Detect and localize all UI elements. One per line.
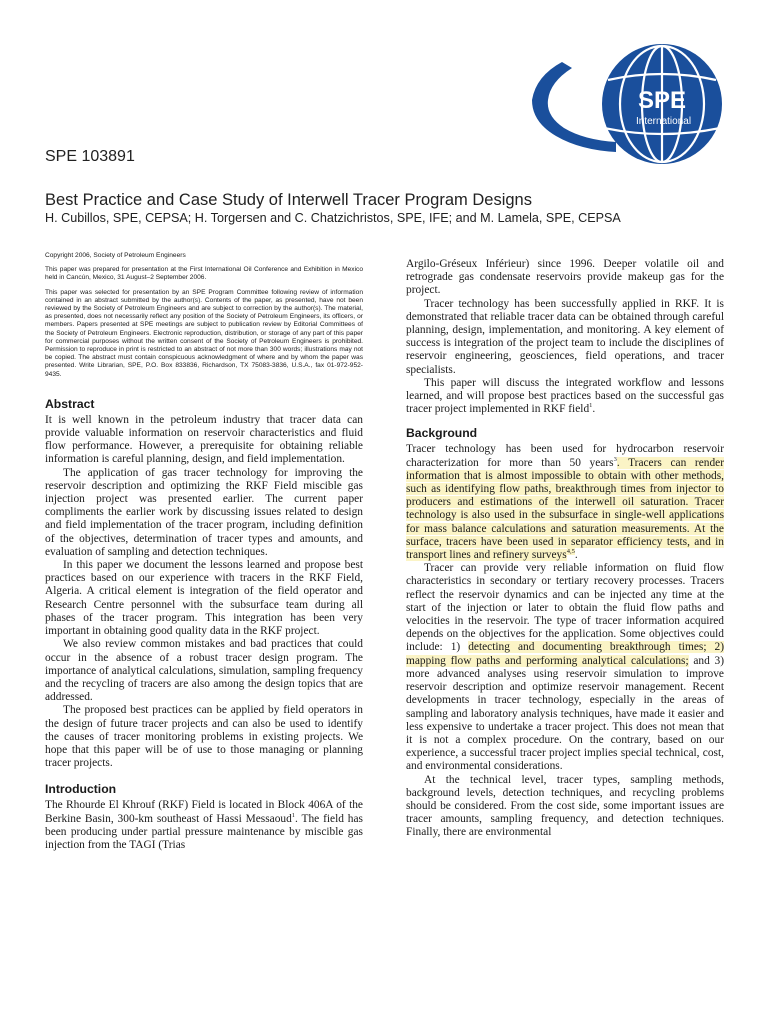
citation: 1 bbox=[589, 402, 593, 410]
highlighted-text: detecting and documenting breakthrough times; 2) mapping flow paths and performing analytical calculations; bbox=[406, 641, 724, 667]
left-column bbox=[45, 252, 363, 852]
paper-number: SPE 103891 bbox=[45, 148, 135, 165]
logo-text: SPE bbox=[638, 87, 687, 114]
conference-notice: This paper was prepared for presentation at the First International Oil Conference and Exhibition in Mexico held in Cancún, Mexico, 31 August–2 September 2006. bbox=[45, 266, 363, 282]
abstract-paragraph: In this paper we document the lessons learned and propose best practices based on our experience with tracers in the RKF Field, Algeria. A critical element is integration of the field operator and Research Centre personnel with the subsurface team during all phases of the tracer program. This integration has been very important in obtaining good quality data in the RKF project. bbox=[45, 559, 363, 638]
citation: 3 bbox=[613, 455, 617, 463]
body-paragraph: This paper will discuss the integrated workflow and lessons learned, and will propose best practices based on the successful gas tracer project implemented in RKF field$^1$. bbox=[406, 376, 724, 416]
body-paragraph: Tracer technology has been successfully applied in RKF. It is demonstrated that reliable tracer data can be obtained through careful planning, design, implementation, and monitoring. A key element of success is integration of the project team to include the disciplines of reservoir engineering, geosciences, field operations, and tracer specialists. bbox=[406, 297, 724, 376]
right-column bbox=[406, 258, 724, 840]
background-paragraph: At the technical level, tracer types, sampling methods, background levels, detection techniques, and recycling problems should be considered. From the cost side, some important issues are tracer amounts, sampling frequency, and detection techniques. Finally, there are environmental bbox=[406, 773, 724, 839]
globe-icon bbox=[516, 42, 724, 166]
selection-notice: This paper was selected for presentation by an SPE Program Committee following review of information contained in an abstract submitted by the author(s). Contents of the paper, as presented, have not been reviewed by the Society of Petroleum Engineers and are subject to correction by the author(s). The material, as presented, does not necessarily reflect any position of the Society of Petroleum Engineers, its officers, or members. Papers presented at SPE meetings are subject to publication review by Editorial Committees of the Society of Petroleum Engineers. Electronic reproduction, distribution, or storage of any part of this paper for commercial purposes without the written consent of the Society of Petroleum Engineers is prohibited. Permission to reproduce in print is restricted to an abstract of not more than 300 words; illustrations may not be copied. The abstract must contain conspicuous acknowledgment of where and by whom the paper was presented. Write Librarian, SPE, P.O. Box 833836, Richardson, TX 75083-3836, U.S.A., fax 01-972-952-9435. bbox=[45, 288, 363, 378]
citation: 4,5 bbox=[566, 548, 575, 556]
abstract-paragraph: The application of gas tracer technology for improving the reservoir description and optimizing the RKF Field miscible gas injection project was presented earlier. The current paper compliments the earlier work by discussing issues related to design and field implementation of the tracer program, including definition of the objectives, determination of tracer types and amounts, and evaluation of sampling and detection techniques. bbox=[45, 466, 363, 558]
logo-subtext: International bbox=[636, 116, 692, 127]
abstract-paragraph: It is well known in the petroleum industry that tracer data can provide valuable information on reservoir characteristics and fluid flow performance. However, a prerequisite for obtaining reliable information is careful planning, design, and field implementation. bbox=[45, 413, 363, 466]
introduction-heading: Introduction bbox=[45, 782, 117, 797]
copyright-line: Copyright 2006, Society of Petroleum Engineers bbox=[45, 252, 186, 259]
author-line: H. Cubillos, SPE, CEPSA; H. Torgersen and C. Chatzichristos, SPE, IFE; and M. Lamela, SPE, CEPSA bbox=[45, 211, 621, 225]
continued-paragraph: Argilo-Gréseux Inférieur) since 1996. Deeper volatile oil and retrograde gas condensate reservoirs provide makeup gas for the project. bbox=[406, 258, 724, 297]
background-heading: Background bbox=[406, 426, 478, 441]
spe-logo bbox=[516, 42, 724, 166]
background-paragraph: Tracer can provide very reliable information on fluid flow characteristics in secondary or tertiary recovery processes. Tracers reflect the reservoir dynamics and can be injected any time at the start of the injection or later to obtain the fluid flow paths and velocities in the reservoir. The type of tracer information acquired depends on the objectives for the application. Some objectives could include: 1) detecting and documenting breakthrough times; 2) mapping flow paths and performing analytical calculations; and 3) more advanced analyses using reservoir simulation to improve reservoir description and optimize reservoir management. Recent developments in tracer technology, especially in the areas of sampling and laboratory analysis techniques, have made it easier and less expensive to undertake a tracer project. This does not mean that it is not a complex procedure. On the contrary, based on our experience, a successful tracer project implies special technical, cost, and environmental considerations. bbox=[406, 562, 724, 773]
abstract-heading: Abstract bbox=[45, 396, 95, 411]
abstract-paragraph: We also review common mistakes and bad practices that could occur in the absence of a robust tracer design program. The importance of analytical calculations, simulation, sampling frequency and the recycling of tracers are also among the design topics that are addressed. bbox=[45, 638, 363, 704]
citation: 1 bbox=[291, 811, 296, 819]
paper-title: Best Practice and Case Study of Interwell Tracer Program Designs bbox=[45, 191, 532, 209]
abstract-paragraph: The proposed best practices can be applied by field operators in the design of future tracer projects and can also be used to identify the causes of tracer monitoring problems in existing projects. We hope that this paper will be of use to those managing or planning tracer projects. bbox=[45, 704, 363, 770]
introduction-paragraph: The Rhourde El Khrouf (RKF) Field is located in Block 406A of the Berkine Basin, 300-km southeast of Hassi Messaoud$^1$. The field has been producing under partial pressure maintenance by miscible gas injection from the TAGI (Trias bbox=[45, 799, 363, 851]
background-paragraph: Tracer technology has been used for hydrocarbon reservoir characterization for more than 50 years$^3$. Tracers can render information that is almost impossible to obtain with other methods, such as identifying flow paths, breakthrough times from injector to producers and estimations of the interwell oil saturation. Tracer technology is also used in the subsurface in single-well applications for mass balance calculations and saturation measurements. At the surface, tracers have been used in separator efficiency tests, and in transport lines and refinery surveys$^{4,5}$. bbox=[406, 443, 724, 562]
highlighted-text: . Tracers can render information that is almost impossible to obtain with other methods, such as identifying flow paths, breakthrough times from injector to producers and estimations of the interwell oil saturation. Tracer technology is also used in the subsurface in single-well applications for mass balance calculations and saturation measurements. At the surface, tracers have been used in separator efficiency tests, and in transport lines and refinery surveys bbox=[406, 456, 724, 562]
